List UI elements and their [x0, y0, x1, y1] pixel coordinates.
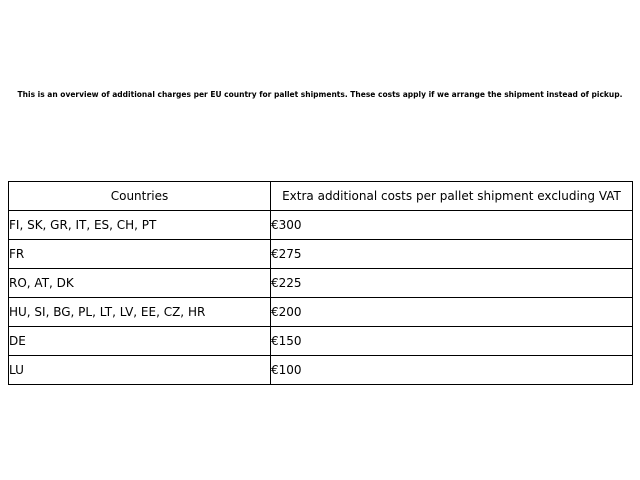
column-header-countries: Countries	[9, 182, 271, 211]
countries-cell: RO, AT, DK	[9, 269, 271, 298]
cost-cell: €275	[271, 240, 633, 269]
table-row	[9, 327, 633, 356]
countries-cell: LU	[9, 356, 271, 385]
column-header-cost: Extra additional costs per pallet shipment excluding VAT	[271, 182, 633, 211]
countries-cell: FI, SK, GR, IT, ES, CH, PT	[9, 211, 271, 240]
countries-cell: DE	[9, 327, 271, 356]
intro-caption: This is an overview of additional charges per EU country for pallet shipments. These costs apply if we arrange the shipment instead of pickup.	[17, 90, 623, 99]
costs-table	[8, 181, 633, 385]
cost-cell: €150	[271, 327, 633, 356]
table-row	[9, 240, 633, 269]
table-row	[9, 211, 633, 240]
table-header-row	[9, 182, 633, 211]
table-row	[9, 269, 633, 298]
cost-cell: €200	[271, 298, 633, 327]
table-row	[9, 298, 633, 327]
cost-cell: €100	[271, 356, 633, 385]
countries-cell: FR	[9, 240, 271, 269]
table-row	[9, 356, 633, 385]
countries-cell: HU, SI, BG, PL, LT, LV, EE, CZ, HR	[9, 298, 271, 327]
cost-cell: €300	[271, 211, 633, 240]
cost-cell: €225	[271, 269, 633, 298]
